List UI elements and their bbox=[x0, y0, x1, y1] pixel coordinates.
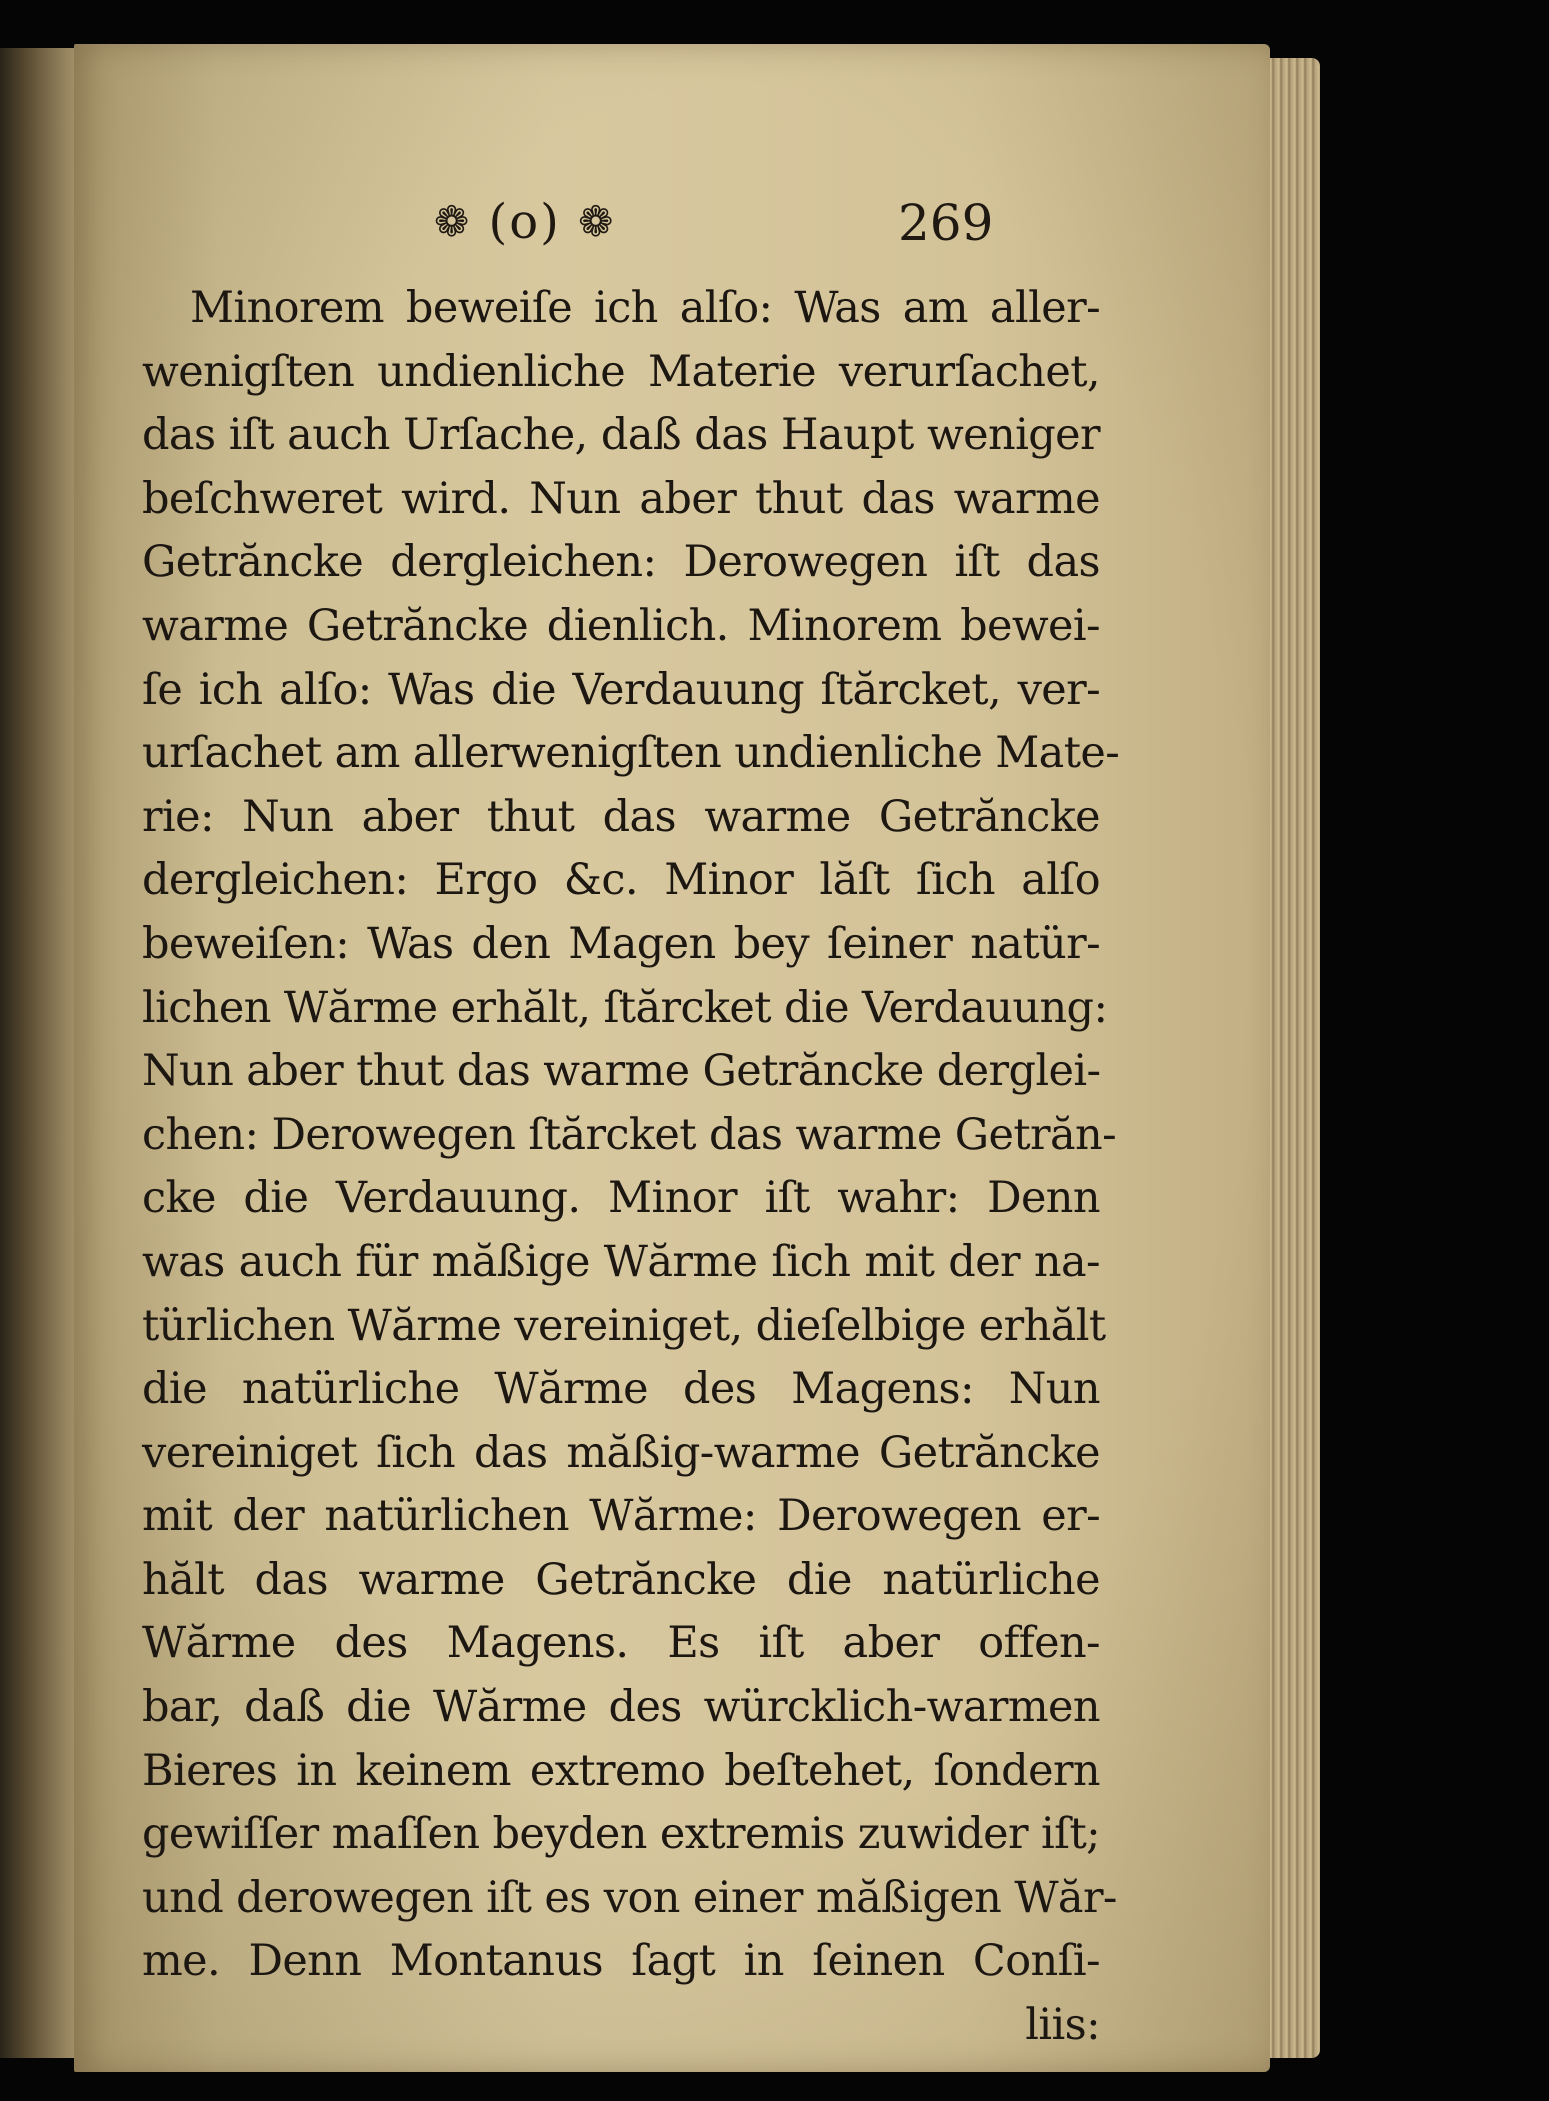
text-line: und derowegen iſt es von einer măßigen Wăr- bbox=[142, 1872, 1117, 1923]
body-text bbox=[142, 277, 1120, 2058]
text-line: vereiniget ſich das măßig-warme Getrăncke bbox=[142, 1427, 1100, 1478]
text-line: rie: Nun aber thut das warme Getrăncke bbox=[142, 791, 1100, 842]
book-page bbox=[74, 44, 1270, 2072]
text-line: warme Getrăncke dienlich. Minorem bewei- bbox=[142, 600, 1100, 651]
text-line: dergleichen: Ergo &c. Minor lăſt ſich alſo bbox=[142, 855, 1100, 906]
text-line: Getrăncke dergleichen: Derowegen iſt das bbox=[142, 537, 1100, 588]
text-line: beweiſen: Was den Magen bey ſeiner natür- bbox=[142, 918, 1100, 969]
text-line: liis: bbox=[1025, 2000, 1100, 2051]
text-line: ſe ich alſo: Was die Verdauung ſtărcket, ver- bbox=[142, 664, 1100, 715]
text-line: me. Denn Montanus ſagt in ſeinen Conſi- bbox=[142, 1936, 1100, 1987]
text-line: Wărme des Magens. Es iſt aber offen- bbox=[142, 1618, 1100, 1669]
text-line: das iſt auch Urſache, daß das Haupt weniger bbox=[142, 410, 1100, 461]
text-line: gewiſſer maſſen beyden extremis zuwider iſt; bbox=[142, 1809, 1101, 1860]
header-ornament bbox=[434, 194, 615, 250]
text-line: cke die Verdauung. Minor iſt wahr: Denn bbox=[142, 1173, 1100, 1224]
text-line: beſchweret wird. Nun aber thut das warme bbox=[142, 473, 1100, 524]
text-line: die natürliche Wărme des Magens: Nun bbox=[142, 1364, 1100, 1415]
page-number: 269 bbox=[898, 194, 994, 252]
text-line: Nun aber thut das warme Getrăncke derglei- bbox=[142, 1046, 1101, 1097]
text-line: lichen Wărme erhălt, ſtărcket die Verdauung: bbox=[142, 982, 1108, 1033]
text-line: hălt das warme Getrăncke die natürliche bbox=[142, 1554, 1100, 1605]
text-line: wenigſten undienliche Materie verurſachet, bbox=[142, 346, 1100, 397]
text-line: mit der natürlichen Wărme: Derowegen er- bbox=[142, 1491, 1100, 1542]
fleuron-left-icon: ❁ bbox=[434, 197, 472, 246]
text-line: Minorem beweiſe ich alſo: Was am aller- bbox=[190, 283, 1100, 333]
text-line: türlichen Wărme vereiniget, dieſelbige erhălt bbox=[142, 1300, 1106, 1351]
text-line: Bieres in keinem extremo beſtehet, ſondern bbox=[142, 1745, 1100, 1796]
page-header bbox=[74, 194, 1270, 264]
fleuron-right-icon: ❁ bbox=[578, 197, 616, 246]
text-line: was auch für măßige Wărme ſich mit der na- bbox=[142, 1236, 1100, 1287]
text-line: chen: Derowegen ſtărcket das warme Getrăn- bbox=[142, 1109, 1117, 1160]
text-line: urſachet am allerwenigſten undienliche Mate- bbox=[142, 728, 1120, 779]
text-line: bar, daß die Wărme des würcklich-warmen bbox=[142, 1682, 1100, 1733]
previous-page-edge bbox=[0, 48, 78, 2058]
header-mark-text: (o) bbox=[488, 194, 561, 250]
